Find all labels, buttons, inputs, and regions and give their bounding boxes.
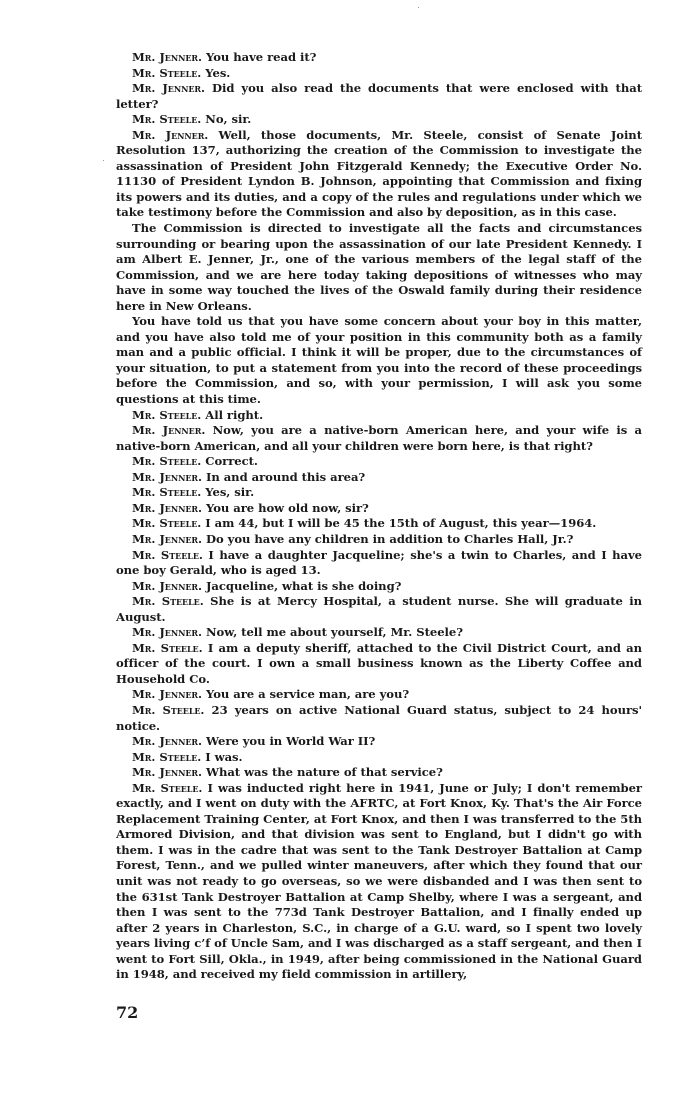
- transcript-paragraph: [116, 50, 642, 66]
- speaker-label: Mr. Steele.: [132, 454, 202, 469]
- transcript-paragraph: [116, 66, 642, 82]
- transcript-paragraph: [116, 579, 642, 595]
- transcript-paragraph: [116, 594, 642, 625]
- paragraph-text: You are a service man, are you?: [202, 687, 410, 702]
- speaker-label: Mr. Steele.: [132, 594, 204, 609]
- transcript-paragraph: [116, 532, 642, 548]
- transcript-paragraph: [116, 703, 642, 734]
- paragraph-text: Do you have any children in addition to Charles Hall, Jr.?: [202, 531, 574, 546]
- speaker-label: Mr. Jenner.: [132, 81, 206, 96]
- paragraph-text: 23 years on active National Guard status, subject to 24 hours' notice.: [116, 702, 643, 733]
- transcript-paragraph: [116, 81, 642, 112]
- transcript-paragraph: [116, 501, 642, 517]
- transcript-paragraph: [116, 734, 642, 750]
- transcript-paragraph: [116, 314, 642, 407]
- speaker-label: Mr. Jenner.: [132, 734, 202, 749]
- paragraph-text: The Commission is directed to investigate all the facts and circumstances surrounding or bearing upon the assassination of our late President Kennedy. I am Albert E. Jenner, Jr., one of the various members of the legal staff of the Commission, and we are here today taking depositions of witnesses who may have in some way touched the lives of the Oswald family during their residence here in New Orleans.: [116, 221, 642, 313]
- paragraph-text: All right.: [201, 407, 264, 422]
- transcript-paragraph: [116, 516, 642, 532]
- speaker-label: Mr. Jenner.: [132, 127, 209, 142]
- speaker-label: Mr. Jenner.: [132, 625, 202, 640]
- speaker-label: Mr. Steele.: [132, 640, 203, 655]
- speaker-label: Mr. Steele.: [132, 485, 202, 500]
- speaker-label: Mr. Steele.: [132, 547, 203, 562]
- speaker-label: Mr. Jenner.: [132, 423, 206, 438]
- paragraph-text: In and around this area?: [202, 469, 366, 484]
- page-number: 72: [116, 1003, 139, 1022]
- paragraph-text: Correct.: [201, 454, 258, 469]
- paragraph-text: I was inducted right here in 1941, June or July; I don't remember exactly, and I went on duty with the AFRTC, at Fort Knox, Ky. That's the Air Force Replacement Training Center, at Fort Knox, and then I was transferred to the 5th Armored Division, and that division was sent to England, but I didn't go with them. I was in the cadre that was sent to the Tank Destroyer Battalion at Camp Forest, Tenn., and we pulled winter maneuvers, after which they found that our unit was not ready to go overseas, so we were disbanded and I was then sent to the 631st Tank Destroyer Battalion at Camp Shelby, where I was a sergeant, and then I was sent to the 773d Tank Destroyer Battalion, and I finally ended up after 2 years in Charleston, S.C., in charge of a G.U. ward, so I spent two lovely years living c’f of Uncle Sam, and I was discharged as a staff sergeant, and then I went to Fort Sill, Okla., in 1949, after being commissioned in the National Guard in 1948, and received my field commission in artillery,: [116, 780, 642, 982]
- paragraph-text: I am a deputy sheriff, attached to the Civil District Court, and an officer of the court. I own a small business known as the Liberty Coffee and Household Co.: [116, 640, 642, 686]
- paragraph-text: You have told us that you have some concern about your boy in this matter, and you have also told me of your position in this community both as a family man and a public official. I think it will be proper, due to the circumstances of your situation, to put a statement from you into the record of these proceedings before the Commission, and so, with your permission, I will ask you some questions at this time.: [116, 314, 642, 407]
- paragraph-text: You have read it?: [202, 50, 317, 64]
- transcript-paragraph: [116, 485, 642, 501]
- paragraph-text: I am 44, but I will be 45 the 15th of August, this year—1964.: [201, 516, 597, 531]
- speaker-label: Mr. Jenner.: [132, 765, 202, 780]
- transcript-paragraph: [116, 128, 642, 221]
- speaker-label: Mr. Jenner.: [132, 531, 202, 546]
- paragraph-text: I have a daughter Jacqueline; she's a twin to Charles, and I have one boy Gerald, who is aged 13.: [116, 547, 642, 578]
- transcript-page: [116, 50, 642, 983]
- transcript-paragraph: [116, 548, 642, 579]
- paragraph-text: Did you also read the documents that were enclosed with that letter?: [116, 81, 642, 111]
- transcript-paragraph: [116, 687, 642, 703]
- speaker-label: Mr. Jenner.: [132, 500, 202, 515]
- transcript-paragraph: [116, 641, 642, 688]
- paragraph-text: Jacqueline, what is she doing?: [202, 578, 402, 593]
- speaker-label: Mr. Steele.: [132, 780, 203, 795]
- paragraph-text: What was the nature of that service?: [202, 765, 443, 780]
- transcript-paragraph: [116, 454, 642, 470]
- scan-speck: [418, 7, 419, 8]
- transcript-paragraph: [116, 750, 642, 766]
- speaker-label: Mr. Jenner.: [132, 687, 202, 702]
- transcript-paragraph: [116, 765, 642, 781]
- transcript-paragraph: [116, 423, 642, 454]
- transcript-paragraph: [116, 470, 642, 486]
- paragraph-text: Were you in World War II?: [202, 734, 376, 749]
- paragraph-text: Now, tell me about yourself, Mr. Steele?: [202, 625, 463, 640]
- speaker-label: Mr. Steele.: [132, 702, 205, 717]
- speaker-label: Mr. Jenner.: [132, 578, 202, 593]
- speaker-label: Mr. Steele.: [132, 65, 202, 80]
- transcript-paragraph: [116, 408, 642, 424]
- transcript-paragraph: [116, 112, 642, 128]
- speaker-label: Mr. Steele.: [132, 407, 202, 422]
- transcript-paragraph: [116, 781, 642, 983]
- transcript-paragraph: [116, 221, 642, 314]
- paragraph-text: No, sir.: [201, 112, 252, 127]
- speaker-label: Mr. Steele.: [132, 516, 202, 531]
- scan-speck: [103, 160, 104, 161]
- speaker-label: Mr. Steele.: [132, 112, 202, 127]
- speaker-label: Mr. Jenner.: [132, 50, 202, 64]
- transcript-paragraph: [116, 625, 642, 641]
- speaker-label: Mr. Jenner.: [132, 469, 202, 484]
- paragraph-text: Now, you are a native-born American here, and your wife is a native-born American, and all your children were born here, is that right?: [116, 423, 642, 453]
- paragraph-text: Well, those documents, Mr. Steele, consist of Senate Joint Resolution 137, authorizing the creation of the Commission to investigate the assassination of President John Fitzgerald Kennedy; the Executive Order No. 11130 of President Lyndon B. Johnson, appointing that Commission and fixing its powers and its duties, and a copy of the rules and regulations under which we take testimony before the Commission and also by deposition, as in this case.: [116, 127, 642, 220]
- paragraph-text: You are how old now, sir?: [202, 500, 369, 515]
- paragraph-text: Yes.: [201, 65, 231, 80]
- paragraph-text: I was.: [201, 749, 243, 764]
- paragraph-text: She is at Mercy Hospital, a student nurse. She will graduate in August.: [116, 594, 642, 624]
- speaker-label: Mr. Steele.: [132, 749, 202, 764]
- paragraph-text: Yes, sir.: [201, 485, 255, 500]
